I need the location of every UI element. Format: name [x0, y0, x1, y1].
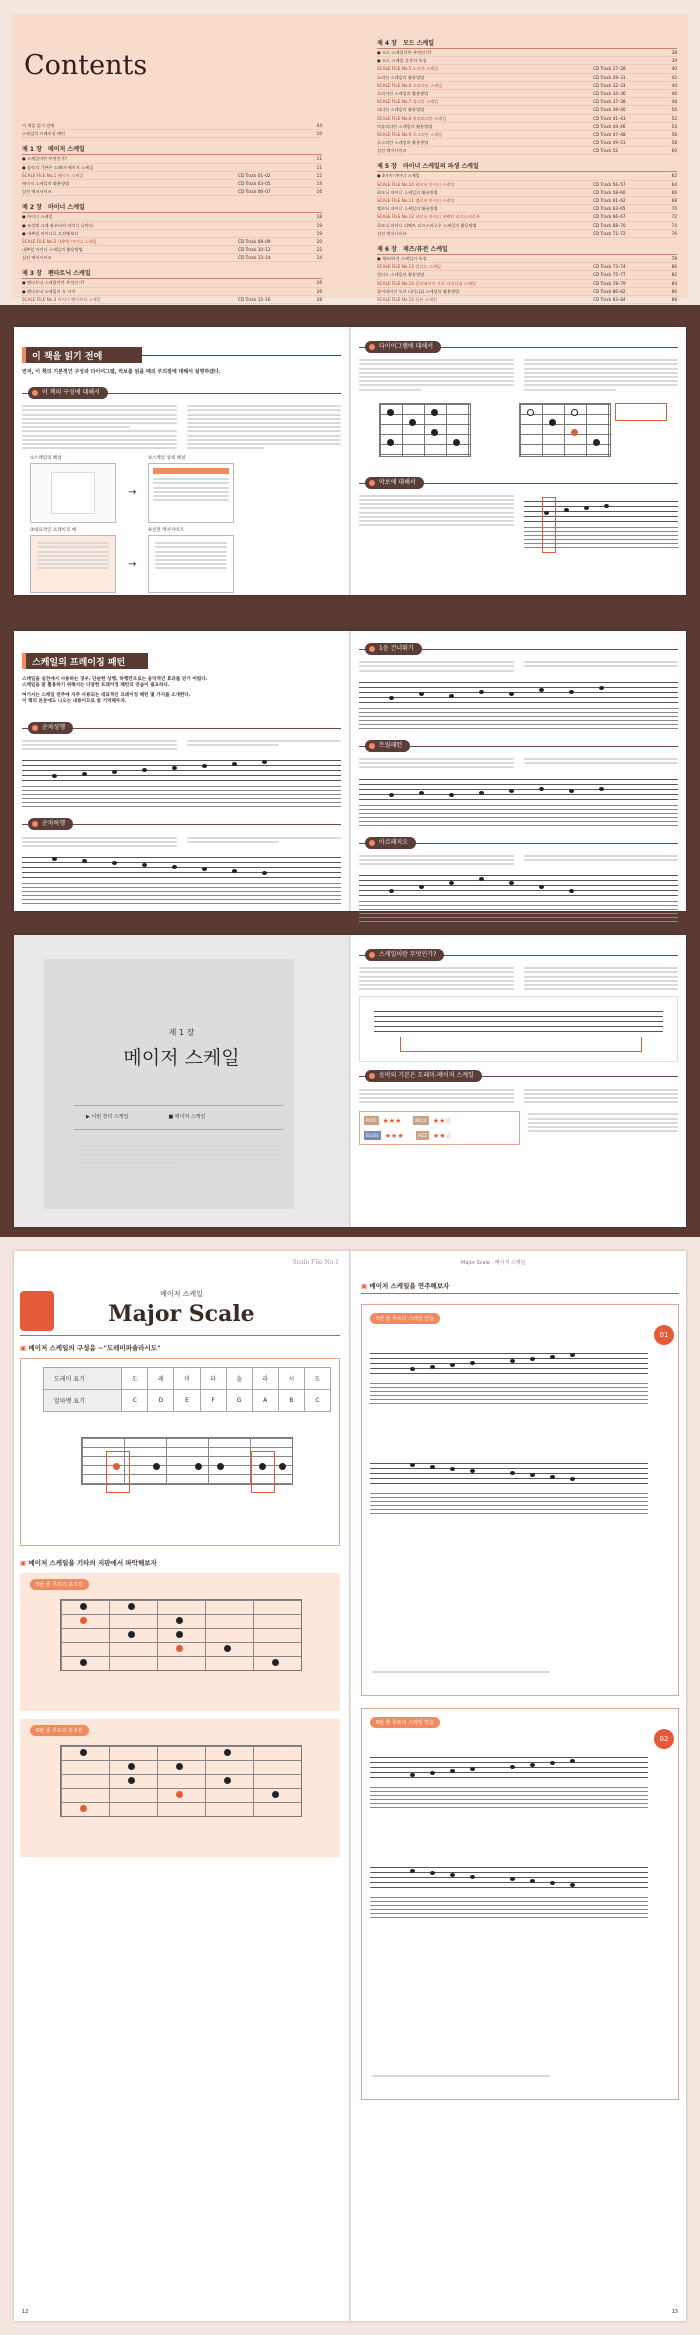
alpha-cell: A [252, 1390, 278, 1412]
toc-entry[interactable] [22, 246, 322, 254]
toc-chapter-name: 재즈/퓨전 스케일 [402, 245, 448, 253]
toc-entry-page: 12 [316, 172, 322, 178]
toc-entry[interactable] [377, 131, 677, 139]
scale-sec1: ▣ 메이저 스케일의 구성음 ~"도레미파솔라시도" [20, 1344, 161, 1352]
toc-entry-track: CD Track 78–79 [593, 280, 626, 286]
toc-entry-title: SCALE FILE No.12 하모닉 마이너 퍼펙트 피프스비로우 [377, 214, 480, 220]
toc-entry-track [238, 279, 308, 286]
rating-label-0: POPS [366, 1118, 377, 1124]
contents-title: Contents [24, 50, 148, 81]
page-number-left: 12 [22, 2309, 29, 2315]
toc-entry[interactable] [377, 172, 677, 180]
toc-entry-page: 24 [316, 255, 322, 261]
toc-entry-title: ● 모드 스케일 각각의 특징 [377, 58, 427, 64]
toc-entry-title: 하모닉 마이너 스케일의 활용방법 [377, 189, 438, 195]
toc-entry-title: 실전 엑서사이즈 [22, 189, 52, 195]
chapter-spread [14, 935, 686, 1227]
toc-entry-track: CD Track 39–40 [593, 107, 626, 113]
solfege-cell: 도 [122, 1368, 148, 1390]
alpha-cell: G [226, 1390, 252, 1412]
solfege-cell: 레 [148, 1368, 174, 1390]
toc-entry-track: CD Track 08–09 [238, 238, 271, 244]
scale-sub2: 6번 줄 루트의 포지션 [30, 1725, 89, 1736]
row1-label: 도레미 표기 [44, 1368, 122, 1390]
toc-entry-title: ● 펜타토닉 스케일이란 무엇인가? [22, 280, 85, 286]
scale-subtitle: 메이저 스케일 [160, 1290, 203, 1298]
row2-label: 알파벳 표기 [44, 1390, 122, 1412]
toc-entry-title: 도리안 스케일의 활용방법 [377, 74, 425, 80]
chapter-tag-2: ■ 메이저 스케일 [168, 1114, 206, 1120]
toc-entry-page: 04 [316, 123, 322, 128]
toc-entry[interactable] [22, 213, 322, 221]
chapter-tag-1: ▶ 이번 장의 스케일 [86, 1114, 129, 1120]
toc-entry-page: 52 [671, 115, 677, 121]
toc-entry-page: 28 [316, 296, 322, 302]
phrasing-lead-2: 스케일을 잘 활용하기 위해서는 다양한 프레이징 패턴의 연습이 필요하다. [22, 683, 170, 689]
toc-entry[interactable] [22, 230, 322, 238]
contents-band [0, 0, 700, 305]
intro-label-3: ③대표적인 프레이징 예 [30, 528, 77, 534]
solfege-cell: 시 [278, 1368, 304, 1390]
page-number-right: 13 [671, 2309, 678, 2315]
toc-entry-page: 19 [316, 230, 322, 236]
toc-entry-page: 26 [316, 280, 322, 286]
scale-sec2: ▣ 메이저 스케일을 기타의 지판에서 파악해보자 [20, 1559, 157, 1567]
scale-sec3: ▣ 메이저 스케일을 연주해보자 [361, 1282, 450, 1290]
toc-entry-page: 60 [671, 148, 677, 154]
toc-entry-track: CD Track 37–38 [593, 99, 626, 105]
toc-entry[interactable] [377, 98, 677, 106]
toc-entry-track: CD Track 71–72 [593, 230, 626, 236]
scale-note-table [43, 1367, 331, 1412]
toc-entry-title: SCALE FILE No.1 메이저 스케일 [22, 172, 84, 178]
intro-title: 이 책을 읽기 전에 [32, 352, 103, 362]
toc-entry-page: 42 [671, 74, 677, 80]
toc-chapter-name: 펜타토닉 스케일 [47, 270, 91, 278]
toc-entry-title: 메이저 스케일의 활용방법 [22, 180, 70, 186]
toc-entry-page: 88 [671, 296, 677, 302]
toc-entry[interactable] [377, 280, 677, 288]
alpha-cell: D [148, 1390, 174, 1412]
toc-chapter-heading[interactable] [377, 244, 677, 255]
toc-entry-title: 얼터드 스케일의 활용방법 [377, 272, 425, 278]
solfege-cell: 파 [200, 1368, 226, 1390]
rating-label-3: JAZZ [417, 1133, 427, 1139]
toc-entry[interactable] [22, 279, 322, 287]
toc-chapter-heading[interactable] [22, 268, 322, 279]
rating-label-1: ROCK [415, 1118, 427, 1124]
toc-entry-track: CD Track 80–82 [593, 288, 626, 294]
toc-entry[interactable] [22, 155, 322, 163]
chapter-band [0, 927, 700, 1237]
toc-entry-page: 56 [671, 131, 677, 137]
toc-entry-track: CD Track 27–28 [593, 66, 626, 72]
toc-entry-page: 44 [671, 82, 677, 88]
toc-entry-page: 66 [671, 189, 677, 195]
toc-entry-page: 72 [671, 214, 677, 220]
toc-entry-page: 19 [316, 222, 322, 228]
toc-entry-track: CD Track 15–16 [238, 296, 271, 302]
toc-entry-track: CD Track 83–84 [593, 296, 626, 302]
toc-entry[interactable] [377, 139, 677, 147]
intro-label-1: ①스케일의 해설 [30, 456, 62, 462]
toc-entry-title: SCALE FILE No.7 리디안 스케일 [377, 99, 439, 105]
toc-entry-title: 하모닉 마이너 퍼펙트 피프스비로우 스케일의 활용방법 [377, 222, 477, 228]
toc-entry[interactable] [377, 115, 677, 123]
toc-entry[interactable] [22, 180, 322, 188]
toc-entry-page: 22 [316, 247, 322, 253]
toc-entry[interactable] [377, 90, 677, 98]
toc-entry-track: CD Track 73–74 [593, 264, 626, 270]
toc-entry-title: SCALE FILE No.6 프리지안 스케일 [377, 82, 443, 88]
phrasing-sec-5: 아르페지오 [365, 837, 416, 849]
toc-entry-track [238, 164, 308, 171]
toc-entry-track: CD Track 34–36 [593, 90, 626, 96]
toc-entry[interactable] [377, 263, 677, 271]
toc-entry-page: 38 [671, 50, 677, 55]
intro-label-4: ④실전 엑서사이즈 [148, 528, 184, 534]
toc-entry[interactable] [377, 288, 677, 296]
toc-entry-title: SCALE FILE No.14 콤비네이션 오브 디미니쉬 스케일 [377, 280, 476, 286]
contents-right-col [377, 32, 677, 320]
toc-entry-title: 리디안 스케일의 활용방법 [377, 107, 425, 113]
track-badge-1: 01 [654, 1325, 674, 1345]
toc-entry-track: CD Track 03–05 [238, 180, 271, 186]
toc-entry-page: 11 [316, 164, 322, 170]
toc-entry[interactable] [377, 205, 677, 213]
intro-lead: 먼저, 이 책의 기본적인 구성과 다이어그램, 악보를 읽을 때의 주의점에 대해서 설명하겠다. [22, 369, 221, 375]
rating-3: ★★☆ [432, 1131, 452, 1140]
toc-entry-track: CD Track 47–48 [593, 131, 626, 137]
phrasing-sec-3: 1음 건너뛰기 [365, 643, 422, 655]
toc-entry[interactable] [22, 188, 322, 196]
toc-entry-title: SCALE FILE No.9 로크리안 스케일 [377, 131, 443, 137]
toc-chapter-name: 메이저 스케일 [47, 146, 85, 154]
toc-chapter-number: 제 1 장 [22, 146, 42, 154]
toc-entry-title: SCALE FILE No.8 믹솔리디안 스케일 [377, 115, 447, 121]
phrasing-lead-1: 스케일을 실전에서 사용하는 경우, 단순한 상행, 하행만으로는 음악적인 효과를 얻기 어렵다. [22, 677, 208, 682]
toc-entry-page: 58 [671, 140, 677, 146]
phrasing-lead-3: 여기서는 스케일 연주에 자주 사용되는 대표적인 프레이징 패턴 몇 가지를 소개한다. [22, 692, 191, 698]
toc-entry-track: CD Track 49–51 [593, 140, 626, 146]
scale-header-right: Major Scale : 메이저 스케일 [461, 1260, 526, 1266]
intro-band [0, 305, 700, 615]
toc-entry-track: CD Track 13–14 [238, 255, 271, 261]
phrasing-band [0, 615, 700, 927]
scale-sub1: 5번 줄 루트의 포지션 [30, 1579, 89, 1590]
toc-entry-title: 콤비네이션 오브 디미니쉬 스케일의 활용방법 [377, 288, 460, 294]
toc-entry-title: SCALE FILE No.15 홀톤 스케일 [377, 296, 437, 302]
toc-chapter-name: 모드 스케일 [402, 40, 435, 47]
toc-entry-track [238, 230, 308, 237]
toc-entry-track: CD Track 01–02 [238, 172, 271, 178]
toc-entry-title: 내추럴 마이너 스케일의 활용방법 [22, 247, 83, 253]
phrasing-sec-4: 트릴패턴 [365, 740, 410, 752]
toc-entry-track [238, 155, 308, 162]
toc-entry[interactable] [377, 57, 677, 65]
toc-entry-title: SCALE FILE No.13 얼터드 스케일 [377, 264, 441, 270]
toc-entry-page: 82 [671, 272, 677, 278]
toc-entry-track [593, 49, 663, 56]
toc-entry-track: CD Track 44–46 [593, 123, 626, 129]
toc-entry-track: CD Track 58–60 [593, 189, 626, 195]
chapter-sec2: 음악의 기본은 도레미-메이저 스케일 [365, 1070, 482, 1082]
toc-entry-page: 11 [316, 156, 322, 162]
toc-chapter-number: 제 6 장 [377, 245, 397, 253]
toc-entry-page: 86 [671, 288, 677, 294]
toc-entry-title: ● 스케일이란 무엇인가? [22, 156, 67, 162]
toc-entry[interactable] [22, 254, 322, 262]
toc-entry[interactable] [377, 106, 677, 114]
toc-entry-page: 76 [671, 230, 677, 236]
toc-entry-track [238, 213, 308, 220]
toc-entry[interactable] [22, 122, 322, 130]
toc-entry[interactable] [377, 271, 677, 279]
phrasing-spread [14, 631, 686, 911]
toc-entry-track: CD Track 75–77 [593, 272, 626, 278]
toc-entry[interactable] [22, 164, 322, 172]
toc-entry-track: CD Track 32–33 [593, 82, 626, 88]
toc-entry-page: 68 [671, 198, 677, 203]
toc-entry-title: SCALE FILE No.2 내추럴 마이너 스케일 [22, 238, 97, 244]
toc-entry-title: SCALE FILE No.10 하모닉 마이너 스케일 [377, 181, 455, 187]
toc-entry-track: CD Track 56–57 [593, 181, 626, 187]
toc-entry[interactable] [22, 296, 322, 304]
toc-entry[interactable] [377, 296, 677, 304]
toc-entry-track: CD Track 41–43 [593, 115, 626, 121]
toc-chapter-name: 마이너 스케일의 파생 스케일 [402, 163, 479, 171]
toc-entry-title: 프리지안 스케일의 활용방법 [377, 90, 429, 96]
toc-chapter-name: 마이너 스케일 [47, 204, 85, 212]
intro-sec3: 악보에 대해서 [365, 477, 424, 489]
toc-entry-track: CD Track 63–65 [593, 206, 626, 212]
rating-2: ★★★ [384, 1131, 404, 1140]
chapter-sec1: 스케일이란 무엇인가? [365, 949, 444, 961]
rating-label-2: BLUES [366, 1133, 379, 1139]
toc-entry[interactable] [22, 130, 322, 138]
phrasing-title: 스케일의 프레이징 패턴 [32, 658, 126, 668]
toc-entry-page: 80 [671, 264, 677, 270]
scale-ex2: 6번 줄 루트의 스케일 연습 [370, 1717, 440, 1728]
scale-ex1: 5번 줄 루트의 스케일 연습 [370, 1313, 440, 1324]
toc-entry-page: 26 [316, 288, 322, 294]
toc-entry-track [238, 222, 308, 229]
phrasing-sec-2: 순차하행 [28, 818, 73, 830]
toc-chapter-number: 제 5 장 [377, 163, 397, 171]
contents-spread [12, 14, 688, 302]
toc-entry-title: 실전 엑서사이즈 [377, 230, 407, 236]
toc-entry-page: 70 [671, 206, 677, 212]
scale-file-label: Scale File No.1 [292, 1259, 339, 1266]
toc-entry[interactable] [377, 213, 677, 221]
toc-entry-title: 멜로딕 마이너 스케일의 활용방법 [377, 206, 438, 212]
toc-entry-title: ● 내추럴 마이너로 도전해보자 [22, 230, 79, 236]
toc-entry-title: ● 마이너 스케일 [22, 214, 53, 220]
rating-0: ★★★ [382, 1116, 402, 1125]
solfege-cell: 라 [252, 1368, 278, 1390]
toc-chapter-heading[interactable] [22, 144, 322, 155]
scale-title: Major Scale [108, 1301, 255, 1327]
toc-entry[interactable] [377, 82, 677, 90]
intro-sec2: 다이어그램에 대해서 [365, 341, 441, 353]
toc-entry[interactable] [377, 123, 677, 131]
toc-chapter-heading[interactable] [377, 38, 677, 49]
chapter-number: 제 1 장 [168, 1028, 195, 1037]
toc-entry[interactable] [22, 288, 322, 296]
toc-entry-track [593, 57, 663, 64]
toc-entry-title: SCALE FILE No.11 멜로딕 마이너 스케일 [377, 198, 455, 203]
scale-band [0, 1237, 700, 2335]
toc-entry[interactable] [377, 197, 677, 205]
toc-entry-page: 39 [671, 58, 677, 64]
toc-chapter-heading[interactable] [22, 202, 322, 213]
toc-entry[interactable] [22, 222, 322, 230]
toc-entry-title: 믹솔리디안 스케일의 활용방법 [377, 123, 433, 129]
toc-entry-page: 10 [316, 131, 322, 137]
toc-entry-title: 이 책을 읽기 전에 [22, 123, 55, 128]
toc-entry-page: 84 [671, 280, 677, 286]
toc-entry-title: SCALE FILE No.5 도리안 스케일 [377, 66, 439, 72]
intro-label-2: ②스케일 상세 해설 [148, 456, 186, 462]
toc-entry-track: CD Track 29–31 [593, 74, 626, 80]
alpha-cell: E [174, 1390, 200, 1412]
toc-entry-track [238, 288, 308, 295]
toc-entry-title: ● 모드 스케일이란 무엇인가? [377, 50, 432, 55]
scale-spread [14, 1251, 686, 2321]
toc-entry-page: 18 [316, 214, 322, 220]
toc-entry-track [593, 172, 663, 179]
toc-entry-track: CD Track 66–67 [593, 214, 626, 220]
toc-entry-page: 16 [316, 189, 322, 195]
toc-entry-page: 48 [671, 99, 677, 105]
alpha-cell: F [200, 1390, 226, 1412]
track-badge-2: 02 [654, 1729, 674, 1749]
solfege-cell: 솔 [226, 1368, 252, 1390]
toc-entry[interactable] [22, 172, 322, 180]
toc-entry-page: 62 [671, 173, 677, 179]
toc-entry-title: 로크리안 스케일의 활용방법 [377, 140, 429, 146]
toc-entry[interactable] [377, 181, 677, 189]
toc-chapter-number: 제 4 장 [377, 40, 397, 47]
toc-entry-page: 64 [671, 181, 677, 187]
toc-entry-page: 40 [671, 66, 677, 72]
toc-entry-page: 78 [671, 255, 677, 261]
chapter-name: 메이저 스케일 [123, 1047, 240, 1069]
toc-entry[interactable] [377, 255, 677, 263]
toc-chapter-number: 제 3 장 [22, 270, 42, 278]
toc-entry-title: ● 펜타토닉 스케일의 두 가지 [22, 288, 76, 294]
toc-entry[interactable] [377, 49, 677, 57]
toc-entry-page: 46 [671, 90, 677, 96]
toc-entry-title: 실전 엑서사이즈 [377, 148, 407, 154]
toc-entry-page: 14 [316, 180, 322, 186]
toc-entry-track: CD Track 61–62 [593, 198, 626, 203]
alpha-cell: C [304, 1390, 330, 1412]
phrasing-sec-1: 순차상행 [28, 722, 73, 734]
toc-entry-track: CD Track 68–70 [593, 222, 626, 228]
toc-entry[interactable] [377, 65, 677, 73]
toc-entry-title: ● 조성에 크게 좌우되어 마이너 나란다 [22, 222, 93, 228]
toc-entry[interactable] [377, 189, 677, 197]
solfege-cell: 도 [304, 1368, 330, 1390]
toc-entry-title: ● 재즈/퓨전 스케일의 특징 [377, 255, 427, 261]
toc-entry-track [593, 255, 663, 262]
toc-entry-title: ● 3가지 마이너 스케일 [377, 173, 420, 179]
toc-entry-page: 20 [316, 238, 322, 244]
toc-entry-track: CD Track 10–12 [238, 247, 271, 253]
alpha-cell: B [278, 1390, 304, 1412]
toc-entry-title: 스케일의 프레이징 패턴 [22, 131, 66, 137]
alpha-cell: C [122, 1390, 148, 1412]
toc-entry-page: 74 [671, 222, 677, 228]
rating-1: ★★☆ [432, 1116, 452, 1125]
toc-entry-page: 50 [671, 107, 677, 113]
toc-chapter-number: 제 2 장 [22, 204, 42, 212]
toc-entry[interactable] [22, 238, 322, 246]
toc-entry-page: 54 [671, 123, 677, 129]
toc-entry[interactable] [377, 74, 677, 82]
toc-entry-track: CD Track 52 [593, 148, 619, 154]
toc-entry[interactable] [377, 230, 677, 238]
toc-entry[interactable] [377, 222, 677, 230]
toc-entry[interactable] [377, 147, 677, 155]
toc-chapter-heading[interactable] [377, 161, 677, 172]
toc-entry-title: ● 음악의 기본은 도레미-메이저 스케일 [22, 164, 94, 170]
phrasing-lead-4: 이 책의 본문에도 나오는 내용이므로 잘 기억해두자. [22, 699, 127, 705]
solfege-cell: 미 [174, 1368, 200, 1390]
toc-entry-title: SCALE FILE No.3 마이너 펜타토닉 스케일 [22, 296, 101, 302]
toc-entry-title: 실전 엑서사이즈 [22, 255, 52, 261]
toc-entry-track: CD Track 06–07 [238, 189, 271, 195]
intro-sec1: 이 책의 구성에 대해서 [28, 387, 108, 399]
intro-spread: 이 책을 읽기 전에 먼저, 이 책의 기본적인 구성과 다이어그램, 악보를 읽을 때의 주의점에 대해서 설명하겠다. 이 책의 구성에 대해서 ①스케일의 해설 → ②스케일 상세 해설 ③대표적인 프레이징 예 → ④실전 엑서사이즈 다이어그램에 대해서 악보에 대해서 [14, 327, 686, 595]
